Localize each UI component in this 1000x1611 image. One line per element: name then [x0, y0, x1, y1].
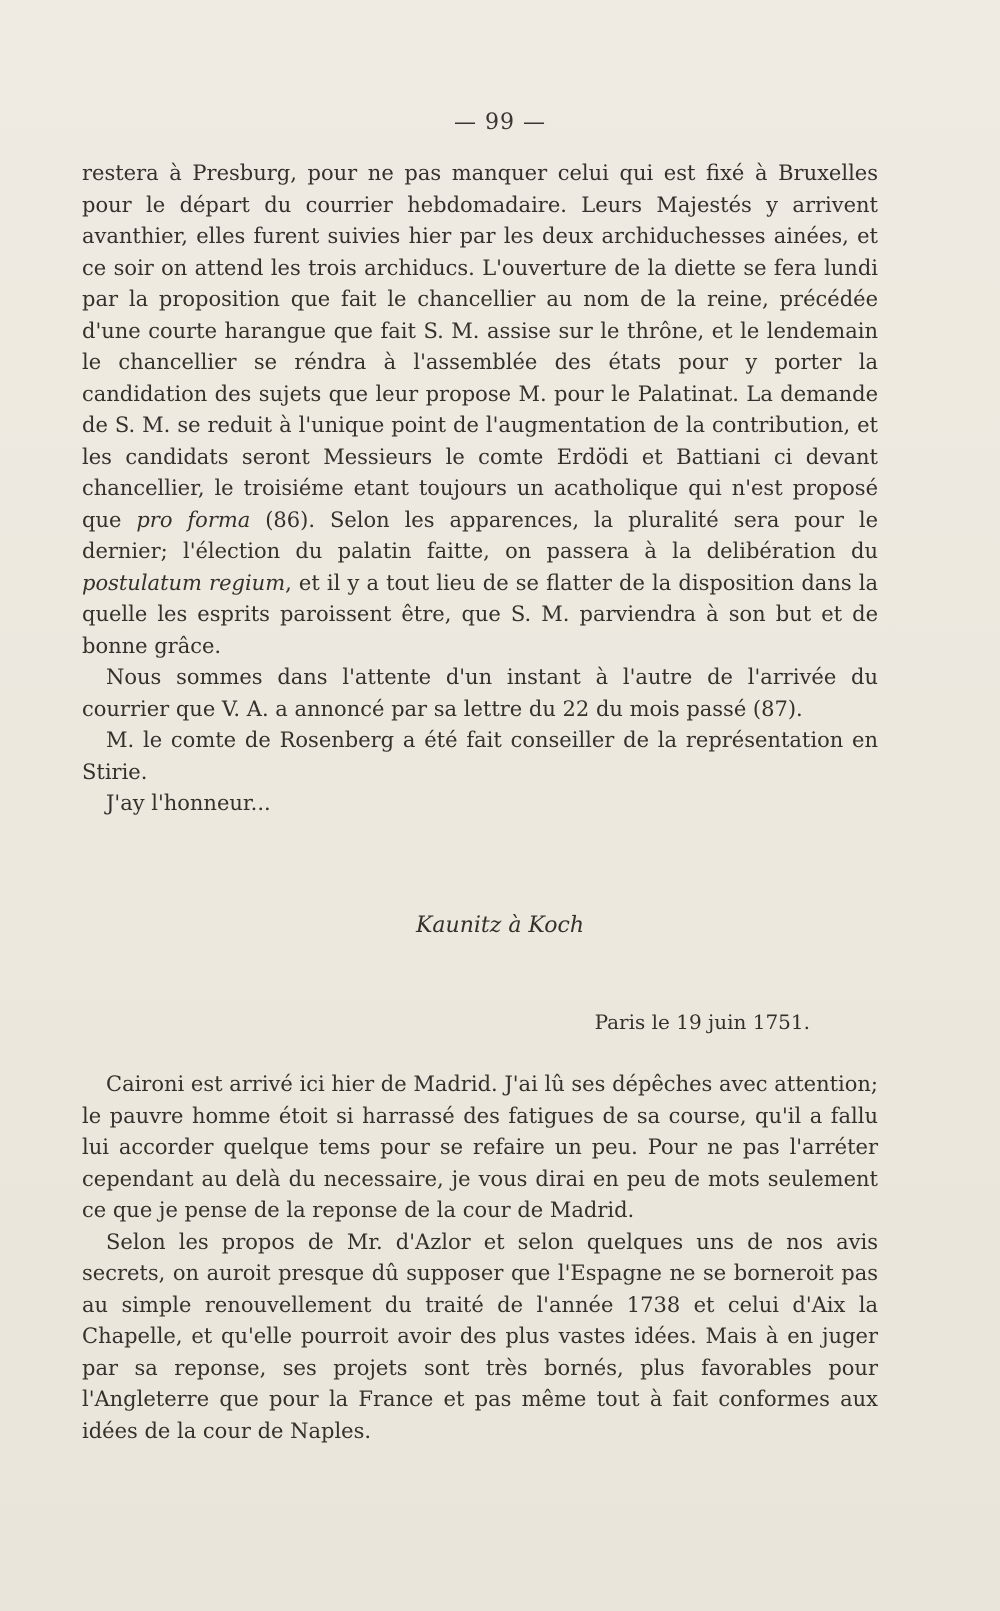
paragraph: [82, 158, 878, 662]
italic-phrase: postulatum regium: [82, 570, 286, 595]
letter-body-continued: [82, 158, 878, 820]
italic-phrase: pro forma: [136, 507, 251, 532]
paragraph: Nous sommes dans l'attente d'un instant à l'autre de l'arrivée du courrier que V. A. a annoncé par sa lettre du 22 du mois passé (87).: [82, 665, 878, 721]
letter-heading: Kaunitz à Koch: [415, 913, 585, 938]
paragraph-text: , et il y a tout lieu de se flatter de la disposition dans la quelle les esprits paroissent être, que S. M. parviendra à son but et de bonne grâce.: [82, 570, 878, 658]
paragraph: Selon les propos de Mr. d'Azlor et selon quelques uns de nos avis secrets, on auroit presque dû supposer que l'Espagne ne se borneroit pas au simple renouvellement du traité de l'année 1738 et celui d'Aix la Chapelle, et qu'elle pourroit avoir des plus vastes idées. Mais à en juger par sa reponse, ses projets sont très bornés, plus favorables pour l'Angleterre que pour la France et pas même tout à fait conformes aux idées de la cour de Naples.: [82, 1229, 878, 1443]
paragraph-text: (86). Selon les apparences, la pluralité sera pour le dernier; l'élection du palatin faitte, on passera à la delibération du: [82, 507, 879, 563]
dateline: Paris le 19 juin 1751.: [594, 1010, 810, 1034]
paragraph: M. le comte de Rosenberg a été fait conseiller de la représentation en Stirie.: [82, 728, 878, 784]
letter-body: [82, 1069, 878, 1447]
closing-line: J'ay l'honneur...: [106, 791, 271, 815]
paragraph: Caironi est arrivé ici hier de Madrid. J'ai lû ses dépêches avec attention; le pauvre homme étoit si harrassé des fatigues de sa course, qu'il a fallu lui accorder quelque tems pour se refaire un peu. Pour ne pas l'arréter cependant au delà du necessaire, je vous dirai en peu de mots seulement ce que je pense de la reponse de la cour de Madrid.: [82, 1072, 878, 1222]
paragraph-text: restera à Presburg, pour ne pas manquer celui qui est fixé à Bruxelles pour le départ du courrier hebdomadaire. Leurs Majestés y arrivent avanthier, elles furent suivies hier par les deux archiduchesses ainées, et ce soir on attend les trois archiducs. L'ouverture de la diette se fera lundi par la proposition que fait le chancellier au nom de la reine, précédée d'une courte harangue que fait S. M. assise sur le thrône, et le lendemain le chancellier se réndra à l'assemblée des états pour y porter la candidation des sujets que leur propose M. pour le Palatinat. La demande de S. M. se reduit à l'unique point de l'augmentation de la contribution, et les candidats seront Messieurs le comte Erdödi et Battiani ci devant chancellier, le troisiéme etant toujours un acatholique qui n'est proposé que: [82, 161, 878, 532]
page-number: — 99 —: [454, 110, 546, 135]
